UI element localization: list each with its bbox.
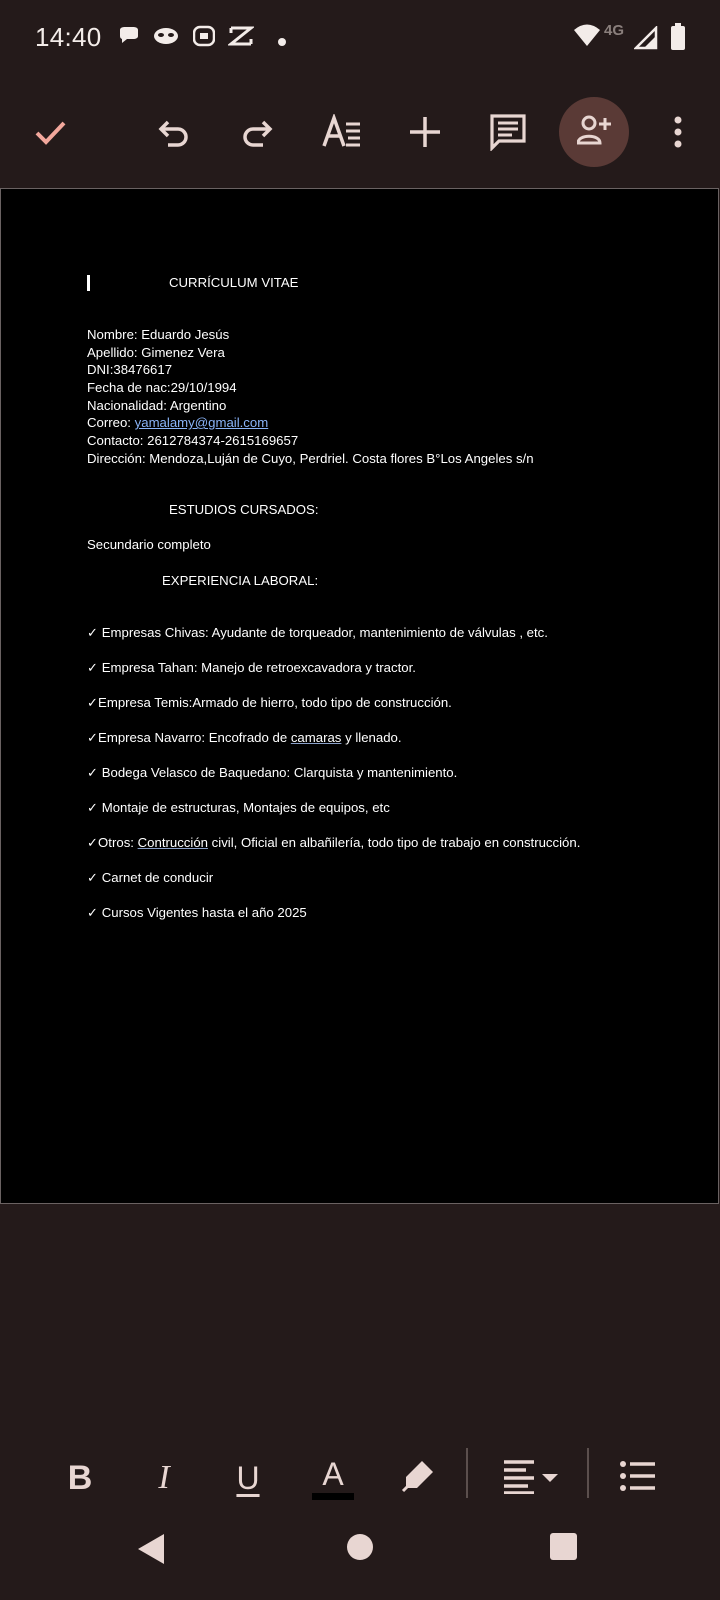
- document-title: CURRÍCULUM VITAE: [169, 275, 299, 290]
- experience-item: ✓ Cursos Vigentes hasta el año 2025: [87, 905, 307, 920]
- divider: [466, 1448, 468, 1498]
- experience-item: ✓ Carnet de conducir: [87, 870, 214, 885]
- personal-contacto: Contacto: 2612784374-2615169657: [87, 433, 299, 448]
- comment-icon: [489, 113, 527, 151]
- redo-icon: [239, 114, 275, 150]
- experience-item: ✓ Empresa Tahan: Manejo de retroexcavadora y tractor.: [87, 660, 416, 675]
- done-button[interactable]: [20, 102, 80, 162]
- list-icon: [620, 1460, 656, 1497]
- text-cursor: [87, 275, 90, 291]
- studies-heading: ESTUDIOS CURSADOS:: [169, 502, 319, 517]
- highlight-button[interactable]: [390, 1450, 446, 1506]
- correo-label: Correo:: [87, 415, 135, 430]
- more-vert-icon: [672, 115, 684, 149]
- back-triangle-icon: [136, 1553, 166, 1570]
- personal-correo: [87, 414, 268, 432]
- share-button[interactable]: [559, 97, 629, 167]
- undo-button[interactable]: [144, 102, 204, 162]
- item-text: ✓Empresa Navarro: Encofrado de: [87, 730, 291, 745]
- personal-nacionalidad: Nacionalidad: Argentino: [87, 398, 227, 413]
- text-color-swatch: [312, 1493, 354, 1500]
- mask-icon: [153, 24, 179, 53]
- plus-icon: [407, 114, 443, 150]
- status-bar: [0, 0, 720, 78]
- personal-nombre: Nombre: Eduardo Jesús: [87, 327, 230, 342]
- item-text: ✓Otros:: [87, 835, 138, 850]
- align-left-icon: [502, 1458, 562, 1499]
- divider: [587, 1448, 589, 1498]
- item-text: civil, Oficial en albañilería, todo tipo de trabajo en construcción.: [208, 835, 581, 850]
- align-button[interactable]: [500, 1450, 564, 1506]
- comments-button[interactable]: [478, 102, 538, 162]
- battery-icon: [670, 23, 686, 56]
- recents-button[interactable]: [549, 1532, 583, 1566]
- text-format-icon: [322, 114, 362, 150]
- bulleted-list-button[interactable]: [610, 1450, 666, 1506]
- experience-item: ✓ Montaje de estructuras, Montajes de equipos, etc: [87, 800, 390, 815]
- back-button[interactable]: [136, 1532, 176, 1568]
- check-icon: [32, 114, 68, 150]
- underline-button[interactable]: U: [236, 1459, 260, 1496]
- text-color-letter: A: [322, 1455, 344, 1492]
- experience-item: [87, 834, 580, 852]
- experience-item: ✓ Empresas Chivas: Ayudante de torqueador, mantenimiento de válvulas , etc.: [87, 625, 548, 640]
- experience-item: ✓ Bodega Velasco de Baquedano: Clarquista y mantenimiento.: [87, 765, 458, 780]
- spellcheck-word[interactable]: camaras: [290, 730, 342, 745]
- personal-apellido: Apellido: Gimenez Vera: [87, 345, 225, 360]
- capcut-icon: [228, 24, 254, 53]
- status-time: 14:40: [35, 22, 102, 52]
- edit-toolbar: [0, 78, 720, 188]
- undo-icon: [156, 114, 192, 150]
- redo-button[interactable]: [227, 102, 287, 162]
- marker-icon: [400, 1458, 436, 1499]
- chat-bubble-icon: [117, 24, 141, 53]
- personal-fecha: Fecha de nac:29/10/1994: [87, 380, 237, 395]
- system-nav-bar: [0, 1520, 720, 1600]
- experience-heading: EXPERIENCIA LABORAL:: [162, 573, 319, 588]
- italic-button[interactable]: I: [158, 1459, 170, 1496]
- network-type: 4G: [604, 22, 625, 39]
- document-page[interactable]: [0, 188, 719, 1204]
- studies-text: Secundario completo: [87, 537, 211, 552]
- home-circle-icon: [346, 1548, 374, 1565]
- format-toolbar: [0, 1440, 720, 1520]
- spellcheck-word[interactable]: Contrucción: [137, 835, 208, 850]
- personal-direccion: Dirección: Mendoza,Luján de Cuyo, Perdriel. Costa flores B°Los Angeles s/n: [87, 451, 534, 466]
- text-format-button[interactable]: [312, 102, 372, 162]
- video-box-icon: [193, 24, 215, 53]
- insert-button[interactable]: [395, 102, 455, 162]
- wifi-icon: [573, 22, 601, 53]
- bold-button[interactable]: B: [67, 1458, 93, 1497]
- add-person-icon: [577, 115, 611, 150]
- recents-square-icon: [549, 1549, 579, 1566]
- experience-item: ✓Empresa Temis:Armado de hierro, todo tipo de construcción.: [87, 695, 452, 710]
- text-color-button[interactable]: [305, 1450, 361, 1506]
- signal-icon: [634, 26, 658, 55]
- dot-icon: [278, 33, 286, 51]
- item-text: y llenado.: [341, 730, 402, 745]
- home-button[interactable]: [346, 1533, 380, 1567]
- personal-dni: DNI:38476617: [87, 362, 173, 377]
- email-link[interactable]: yamalamy@gmail.com: [134, 415, 269, 430]
- more-options-button[interactable]: [648, 102, 708, 162]
- experience-item: [87, 729, 402, 747]
